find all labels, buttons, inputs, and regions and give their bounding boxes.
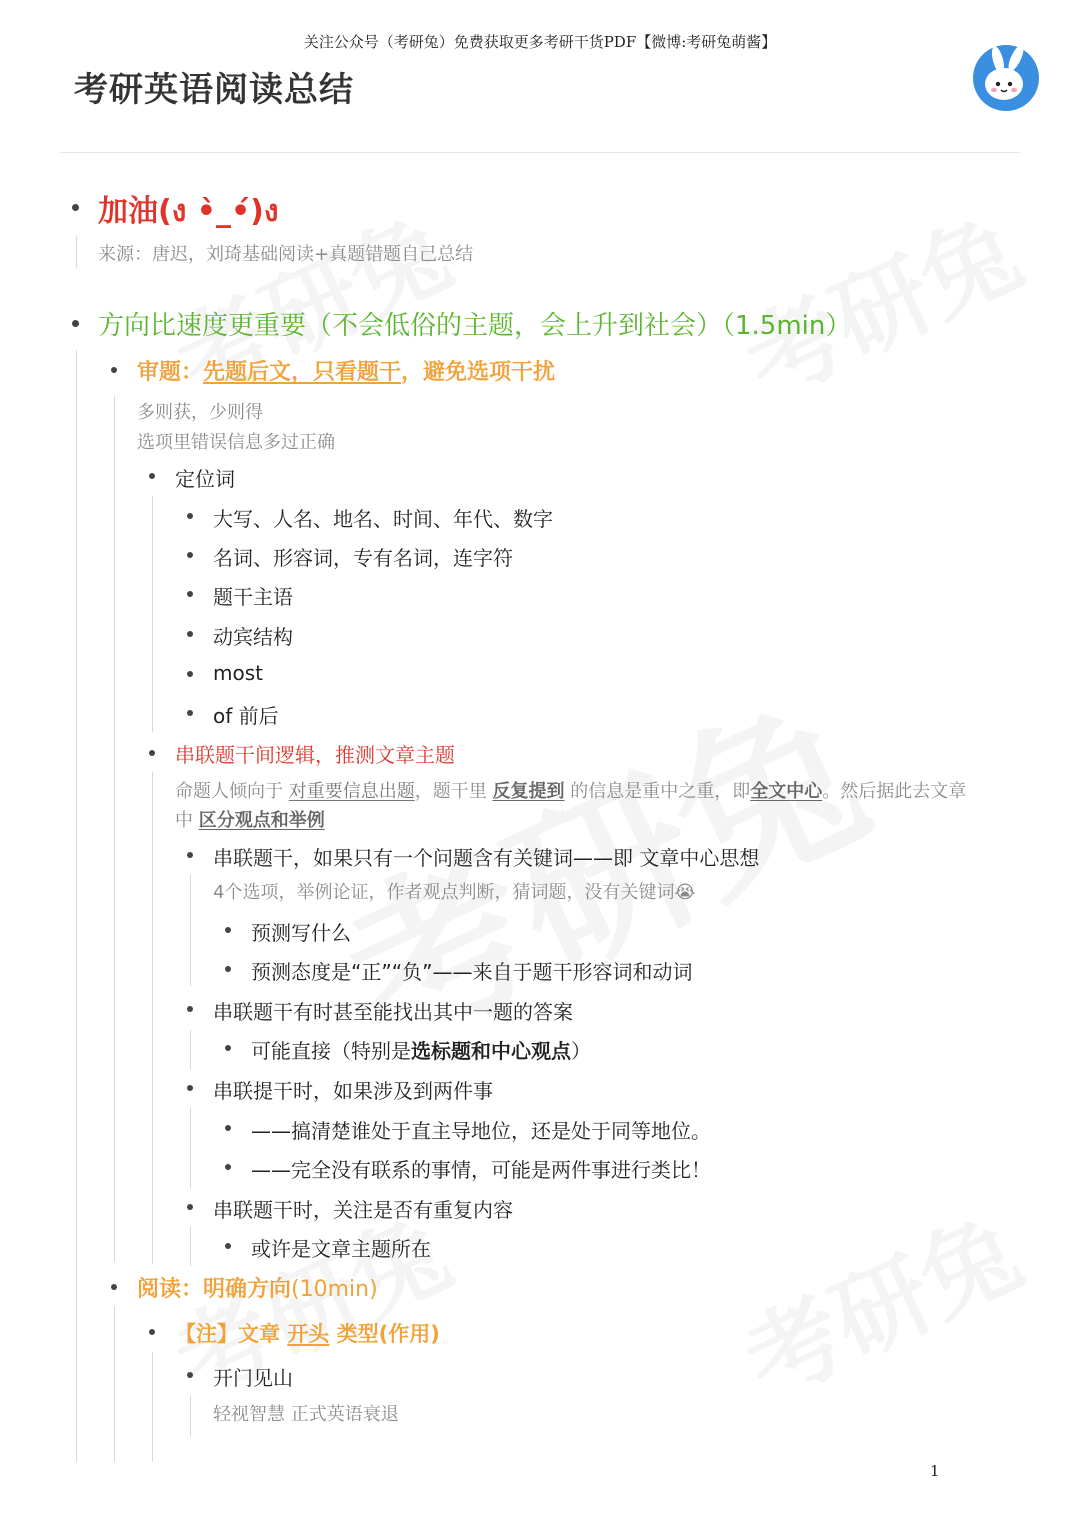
- list-item: 串联题干，如果只有一个问题含有关键词——即 文章中心思想: [213, 846, 760, 870]
- note-emphasis: 对重要信息出题: [288, 781, 415, 802]
- list-item: 定位词: [175, 467, 235, 491]
- indent-guide: [76, 350, 77, 1462]
- review-note: 选项里错误信息多过正确: [137, 432, 335, 453]
- review-emphasis: 先题后文，只看题干: [203, 360, 402, 385]
- list-item: ——搞清楚谁处于直主导地位，还是处于同等地位。: [251, 1119, 711, 1143]
- rabbit-logo-icon: [970, 40, 1042, 112]
- indent-guide: [114, 396, 115, 1262]
- bullet-icon: [225, 966, 231, 972]
- bullet-icon: [225, 1125, 231, 1131]
- list-item: 动宾结构: [213, 625, 293, 649]
- list-item: 串联提干时，如果涉及到两件事: [213, 1079, 493, 1103]
- document-title: 考研英语阅读总结: [74, 70, 354, 110]
- note-text: 命题人倾向于: [175, 781, 289, 802]
- list-item: 串联题干有时甚至能找出其中一题的答案: [213, 1000, 573, 1024]
- bullet-icon: [111, 1284, 117, 1290]
- bullet-icon: [72, 204, 79, 211]
- bullet-icon: [187, 1006, 193, 1012]
- list-item: 串联题干时，关注是否有重复内容: [213, 1198, 513, 1222]
- indent-guide: [190, 1030, 191, 1070]
- indent-guide: [152, 496, 153, 732]
- bullet-icon: [111, 367, 117, 373]
- list-item: 或许是文章主题所在: [251, 1237, 431, 1261]
- chain-note: [175, 806, 325, 832]
- indent-guide: [190, 1108, 191, 1188]
- list-item: 大写、人名、地名、时间、年代、数字: [213, 507, 553, 531]
- bullet-icon: [187, 552, 193, 558]
- section-heading: 加油(ง •̀_•́)ง: [98, 194, 279, 229]
- source-note: 来源：唐迟，刘琦基础阅读+真题错题自己总结: [98, 244, 474, 265]
- bullet-icon: [187, 671, 193, 677]
- bullet-icon: [225, 927, 231, 933]
- review-prefix: 审题：: [137, 360, 204, 385]
- list-item: 预测态度是“正”“负”——来自于题干形容词和动词: [251, 960, 693, 984]
- subsection-heading: [137, 1272, 378, 1303]
- reading-time: (10min): [291, 1277, 378, 1302]
- note-text: ，题干里: [414, 781, 493, 802]
- note-emphasis: 全文中心: [750, 781, 823, 802]
- list-note: 轻视智慧 正式英语衰退: [213, 1404, 399, 1425]
- bullet-icon: [149, 473, 155, 479]
- watermark: [720, 178, 1039, 424]
- page-number: 1: [930, 1462, 940, 1480]
- indent-guide: [114, 1306, 115, 1462]
- note-emphasis: 反复提到: [492, 781, 565, 802]
- bullet-icon: [187, 852, 193, 858]
- note-text: 中: [175, 810, 199, 831]
- bullet-icon: [187, 1204, 193, 1210]
- list-item: most: [213, 661, 263, 685]
- list-item: of 前后: [213, 704, 279, 728]
- list-item: 题干主语: [213, 585, 293, 609]
- bullet-icon: [187, 710, 193, 716]
- review-note: 多则获，少则得: [137, 402, 263, 423]
- item-text: 可能直接（特别是: [251, 1039, 411, 1063]
- promo-header: 关注公众号（考研兔）免费获取更多考研干货PDF【微博:考研兔萌酱】: [303, 33, 777, 51]
- note-tag: 【注】: [175, 1322, 238, 1346]
- item-text: ）: [571, 1039, 591, 1063]
- note-text: 。然后据此去文章: [822, 781, 967, 802]
- indent-guide: [152, 1352, 153, 1462]
- note-emphasis: 区分观点和举例: [198, 810, 325, 831]
- reading-prefix: 阅读：: [137, 1277, 204, 1302]
- list-item: 名词、形容词，专有名词，连字符: [213, 546, 513, 570]
- bullet-icon: [72, 320, 79, 327]
- indent-guide: [190, 1396, 191, 1436]
- item-emphasis: 选标题和中心观点: [411, 1039, 571, 1063]
- list-item: ——完全没有联系的事情，可能是两件事进行类比！: [251, 1158, 711, 1182]
- note-heading: [175, 1318, 440, 1348]
- note-heading-emphasis: 开头: [287, 1322, 330, 1346]
- chain-heading: 串联题干间逻辑，推测文章主题: [175, 743, 455, 767]
- bullet-icon: [225, 1164, 231, 1170]
- note-heading-text: 文章: [238, 1322, 288, 1346]
- indent-guide: [190, 1226, 191, 1266]
- bullet-icon: [187, 513, 193, 519]
- bullet-icon: [149, 1329, 155, 1335]
- review-suffix: ，避免选项干扰: [401, 360, 556, 385]
- bullet-icon: [149, 750, 155, 756]
- chain-note: [175, 777, 966, 803]
- list-item: 预测写什么: [251, 921, 351, 945]
- indent-guide: [190, 874, 191, 986]
- subsection-heading: [137, 355, 555, 386]
- watermark: [720, 1178, 1039, 1424]
- section-heading: 方向比速度更重要（不会低俗的主题，会上升到社会）（1.5min）: [98, 311, 852, 341]
- header-divider: [60, 152, 1020, 153]
- bullet-icon: [187, 1085, 193, 1091]
- indent-guide: [76, 236, 77, 268]
- indent-guide: [152, 772, 153, 1264]
- list-note: 4个选项，举例论证，作者观点判断，猜词题，没有关键词😭: [213, 882, 696, 903]
- note-text: 的信息是重中之重，即: [564, 781, 751, 802]
- bullet-icon: [187, 591, 193, 597]
- bullet-icon: [187, 631, 193, 637]
- note-heading-text: 类型(作用): [329, 1322, 440, 1346]
- list-item: [251, 1035, 591, 1064]
- reading-emphasis: 明确方向: [203, 1277, 292, 1302]
- list-item: 开门见山: [213, 1366, 293, 1390]
- bullet-icon: [225, 1045, 231, 1051]
- bullet-icon: [187, 1372, 193, 1378]
- bullet-icon: [225, 1243, 231, 1249]
